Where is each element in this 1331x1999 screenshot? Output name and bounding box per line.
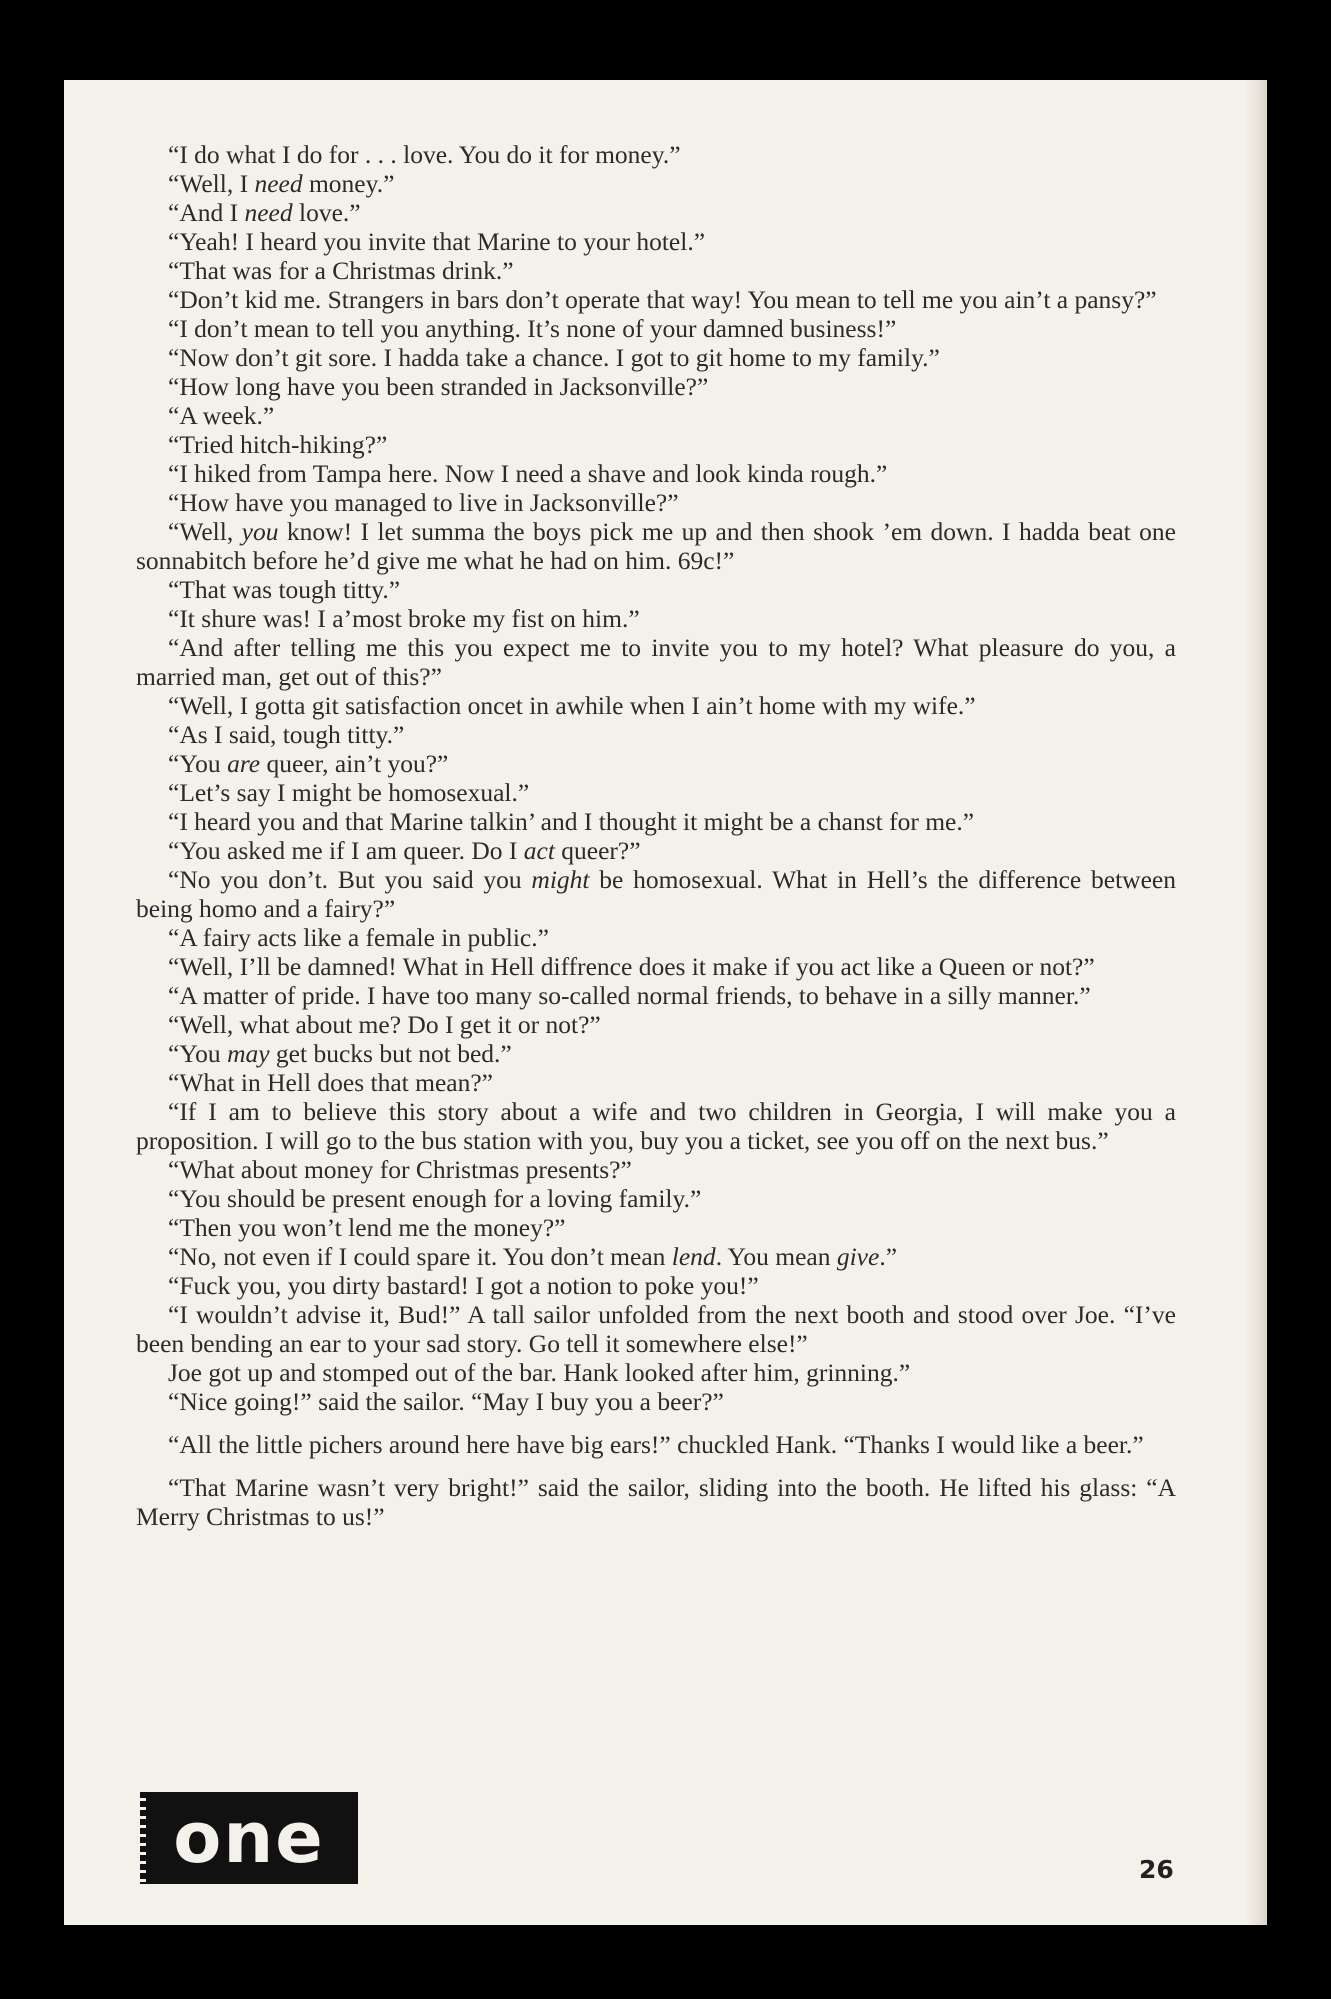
- text-run: “Fuck you, you dirty bastard! I got a notion to poke you!”: [168, 1271, 759, 1300]
- text-run: queer, ain’t you?”: [260, 749, 449, 778]
- dialogue-paragraph: [136, 517, 1176, 575]
- dialogue-paragraph: [136, 343, 1176, 372]
- text-run: “You should be present enough for a loving family.”: [168, 1184, 702, 1213]
- magazine-page: [64, 80, 1267, 1925]
- one-magazine-logo: one: [140, 1792, 358, 1884]
- text-run: “I wouldn’t advise it, Bud!” A tall sailor unfolded from the next booth and stood over Joe. “I’ve been bending an ear to your sad story. Go tell it somewhere else!”: [136, 1300, 1176, 1358]
- text-run: “What in Hell does that mean?”: [168, 1068, 493, 1097]
- text-run: “Tried hitch-hiking?”: [168, 430, 388, 459]
- text-run: “That Marine wasn’t very bright!” said the sailor, sliding into the booth. He lifted his glass: “A Merry Christmas to us!”: [136, 1473, 1176, 1531]
- dialogue-paragraph: [136, 1068, 1176, 1097]
- text-run: “And I: [168, 198, 245, 227]
- dialogue-paragraph: [136, 1387, 1176, 1416]
- dialogue-paragraph: [136, 488, 1176, 517]
- text-run: “It shure was! I a’most broke my fist on him.”: [168, 604, 640, 633]
- text-run: “Then you won’t lend me the money?”: [168, 1213, 566, 1242]
- dialogue-paragraph: [136, 952, 1176, 981]
- dialogue-paragraph: [136, 1358, 1176, 1387]
- dialogue-paragraph: [136, 720, 1176, 749]
- page-edge-shadow: [1245, 80, 1267, 1925]
- italic-emphasis: act: [523, 836, 555, 865]
- text-run: “Well,: [168, 517, 242, 546]
- dialogue-paragraph: [136, 749, 1176, 778]
- text-run: “I do what I do for . . . love. You do it for money.”: [168, 140, 681, 169]
- dialogue-paragraph: [136, 459, 1176, 488]
- dialogue-paragraph: [136, 1010, 1176, 1039]
- dialogue-paragraph: [136, 1213, 1176, 1242]
- dialogue-paragraph: [136, 1039, 1176, 1068]
- italic-emphasis: need: [254, 169, 303, 198]
- dialogue-paragraph: [136, 633, 1176, 691]
- dialogue-paragraph: [136, 691, 1176, 720]
- italic-emphasis: need: [244, 198, 293, 227]
- text-run: “You asked me if I am queer. Do I: [168, 836, 524, 865]
- text-run: money.”: [302, 169, 395, 198]
- text-run: “You: [168, 1039, 228, 1068]
- dialogue-paragraph: [136, 604, 1176, 633]
- dialogue-paragraph: [136, 1184, 1176, 1213]
- text-run: “Well, what about me? Do I get it or not?”: [168, 1010, 601, 1039]
- dialogue-paragraph: [136, 981, 1176, 1010]
- text-run: know! I let summa the boys pick me up and then shook ’em down. I hadda beat one sonnabitch before he’d give me what he had on him. 69c!”: [136, 517, 1176, 575]
- dialogue-paragraph: [136, 1473, 1176, 1531]
- italic-emphasis: might: [531, 865, 590, 894]
- text-run: “Let’s say I might be homosexual.”: [168, 778, 530, 807]
- dialogue-paragraph: [136, 169, 1176, 198]
- text-run: “That was for a Christmas drink.”: [168, 256, 514, 285]
- text-run: “And after telling me this you expect me to invite you to my hotel? What pleasure do you, a married man, get out of this?”: [136, 633, 1176, 691]
- text-run: “A matter of pride. I have too many so-called normal friends, to behave in a silly manner.”: [168, 981, 1091, 1010]
- dialogue-paragraph: [136, 285, 1176, 314]
- text-run: “I heard you and that Marine talkin’ and I thought it might be a chanst for me.”: [168, 807, 975, 836]
- text-run: “Well, I’ll be damned! What in Hell diffrence does it make if you act like a Queen or not?”: [168, 952, 1095, 981]
- text-run: “Yeah! I heard you invite that Marine to your hotel.”: [168, 227, 706, 256]
- page-number: 26: [1139, 1855, 1174, 1884]
- text-run: “What about money for Christmas presents?”: [168, 1155, 632, 1184]
- dialogue-paragraph: [136, 256, 1176, 285]
- dialogue-paragraph: [136, 1155, 1176, 1184]
- dialogue-paragraph: [136, 430, 1176, 459]
- text-run: “You: [168, 749, 228, 778]
- text-run: “How have you managed to live in Jacksonville?”: [168, 488, 679, 517]
- text-run: “How long have you been stranded in Jacksonville?”: [168, 372, 709, 401]
- text-run: “Well, I: [168, 169, 255, 198]
- dialogue-paragraph: [136, 1271, 1176, 1300]
- text-run: “A fairy acts like a female in public.”: [168, 923, 549, 952]
- text-run: “Well, I gotta git satisfaction oncet in awhile when I ain’t home with my wife.”: [168, 691, 976, 720]
- italic-emphasis: are: [227, 749, 261, 778]
- dialogue-paragraph: [136, 372, 1176, 401]
- dialogue-paragraph: [136, 575, 1176, 604]
- dialogue-paragraph: [136, 1242, 1176, 1271]
- dialogue-paragraph: [136, 836, 1176, 865]
- dialogue-paragraph: [136, 401, 1176, 430]
- text-run: “As I said, tough titty.”: [168, 720, 405, 749]
- text-run: “A week.”: [168, 401, 275, 430]
- dialogue-paragraph: [136, 140, 1176, 169]
- text-run: .”: [879, 1242, 898, 1271]
- dialogue-paragraph: [136, 1430, 1176, 1459]
- text-run: “I hiked from Tampa here. Now I need a shave and look kinda rough.”: [168, 459, 888, 488]
- dialogue-paragraph: [136, 865, 1176, 923]
- text-run: “If I am to believe this story about a wife and two children in Georgia, I will make you a proposition. I will go to the bus station with you, buy you a ticket, see you off on the next bus.”: [136, 1097, 1176, 1155]
- text-run: . You mean: [715, 1242, 837, 1271]
- italic-emphasis: you: [241, 517, 279, 546]
- dialogue-paragraph: [136, 1300, 1176, 1358]
- dialogue-paragraph: [136, 198, 1176, 227]
- text-run: get bucks but not bed.”: [269, 1039, 512, 1068]
- dialogue-paragraph: [136, 314, 1176, 343]
- text-run: “Nice going!” said the sailor. “May I buy you a beer?”: [168, 1387, 724, 1416]
- text-run: “Now don’t git sore. I hadda take a chance. I got to git home to my family.”: [168, 343, 940, 372]
- dialogue-paragraph: [136, 778, 1176, 807]
- text-run: “No you don’t. But you said you: [168, 865, 532, 894]
- story-text: [136, 140, 1176, 1531]
- text-run: “All the little pichers around here have big ears!” chuckled Hank. “Thanks I would like a beer.”: [168, 1430, 1144, 1459]
- text-run: “Don’t kid me. Strangers in bars don’t operate that way! You mean to tell me you ain’t a pansy?”: [168, 285, 1157, 314]
- dialogue-paragraph: [136, 227, 1176, 256]
- italic-emphasis: lend: [671, 1242, 716, 1271]
- dialogue-paragraph: [136, 807, 1176, 836]
- italic-emphasis: may: [227, 1039, 270, 1068]
- dialogue-paragraph: [136, 923, 1176, 952]
- dialogue-paragraph: [136, 1097, 1176, 1155]
- text-run: Joe got up and stomped out of the bar. Hank looked after him, grinning.”: [168, 1358, 911, 1387]
- text-run: “That was tough titty.”: [168, 575, 401, 604]
- text-run: “No, not even if I could spare it. You don’t mean: [168, 1242, 672, 1271]
- text-run: queer?”: [554, 836, 641, 865]
- italic-emphasis: give: [836, 1242, 880, 1271]
- text-run: be homosexual. What in Hell’s the difference between being homo and a fairy?”: [136, 865, 1176, 923]
- text-run: love.”: [292, 198, 361, 227]
- text-run: “I don’t mean to tell you anything. It’s none of your damned business!”: [168, 314, 897, 343]
